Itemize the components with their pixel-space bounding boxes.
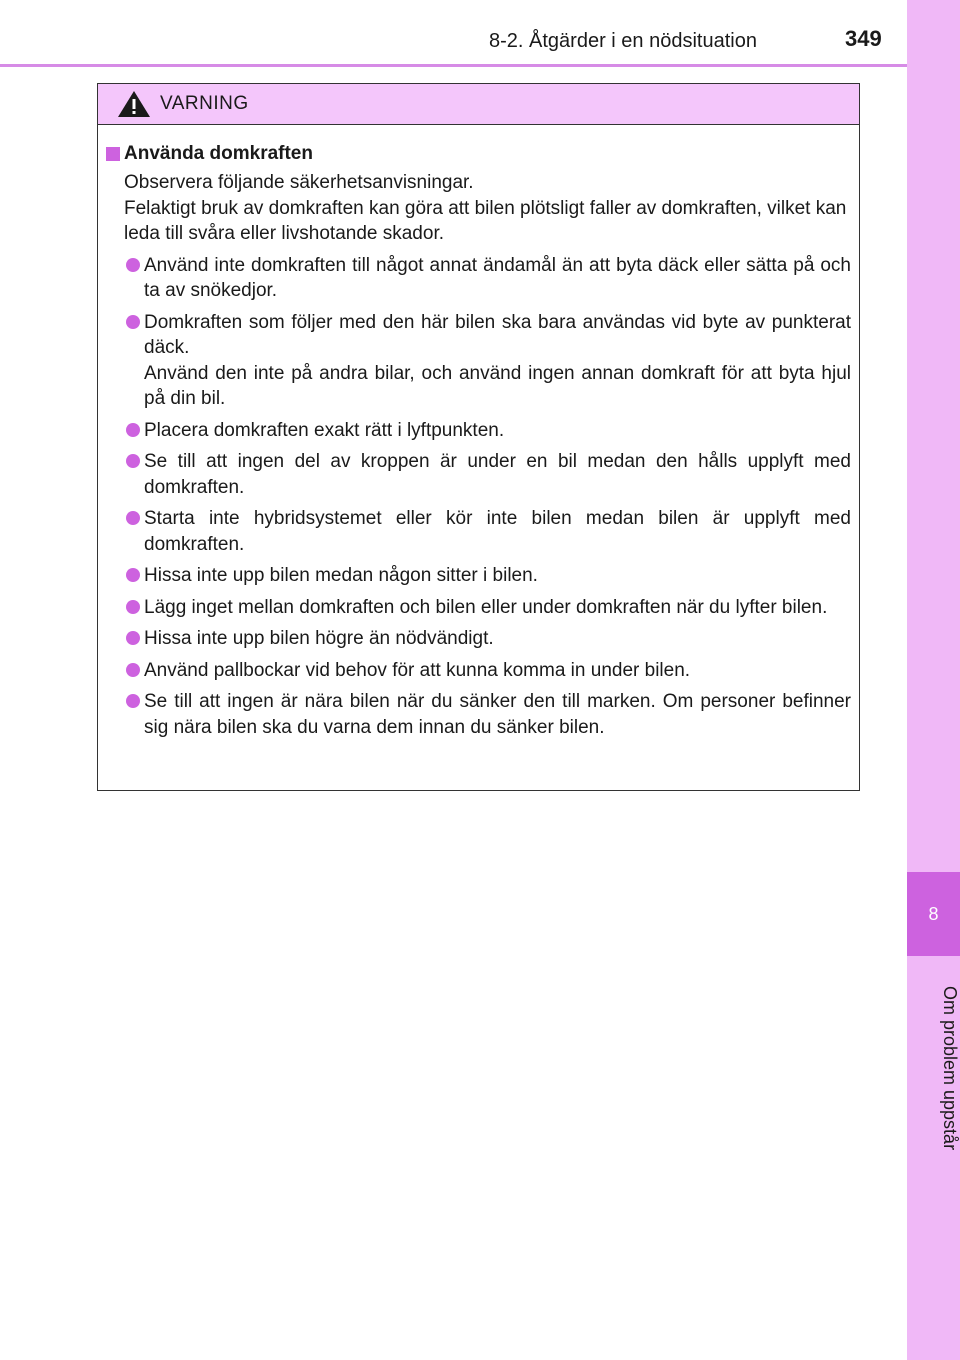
list-item — [106, 449, 851, 500]
warning-triangle-icon — [116, 89, 152, 119]
warning-box — [97, 83, 860, 791]
circle-bullet-icon — [126, 258, 140, 272]
chapter-number: 8 — [928, 903, 939, 924]
list-item — [106, 563, 851, 589]
intro-text — [106, 170, 851, 247]
list-item — [106, 418, 851, 444]
intro-line: Felaktigt bruk av domkraften kan göra att bilen plötsligt faller av domkraften, vilket kan leda till svåra eller livshotande skador. — [124, 197, 847, 244]
section-title: 8-2. Åtgärder i en nödsituation — [489, 30, 757, 52]
list-item-text: Se till att ingen är nära bilen när du sänker den till marken. Om personer befinner sig nära bilen ska du varna dem innan du sänker bilen. — [144, 691, 851, 738]
list-item — [106, 310, 851, 412]
list-item-text: Hissa inte upp bilen medan någon sitter i bilen. — [144, 565, 538, 586]
list-item — [106, 658, 851, 684]
circle-bullet-icon — [126, 568, 140, 582]
list-item — [106, 689, 851, 740]
circle-bullet-icon — [126, 600, 140, 614]
list-item — [106, 253, 851, 304]
list-item-text: Hissa inte upp bilen högre än nödvändigt. — [144, 628, 494, 649]
circle-bullet-icon — [126, 315, 140, 329]
subsection-heading-text: Använda domkraften — [124, 143, 313, 164]
list-item — [106, 506, 851, 557]
intro-line: Observera följande säkerhetsanvisningar. — [124, 172, 474, 193]
circle-bullet-icon — [126, 663, 140, 677]
circle-bullet-icon — [126, 423, 140, 437]
header-divider — [0, 64, 907, 67]
list-item-text: Se till att ingen del av kroppen är under en bil medan den hålls upplyft med domkraften. — [144, 451, 851, 498]
page-number: 349 — [845, 26, 882, 51]
warning-header — [98, 84, 859, 125]
circle-bullet-icon — [126, 511, 140, 525]
list-item-text: Starta inte hybridsystemet eller kör inte bilen medan bilen är upplyft med domkraften. — [144, 508, 851, 555]
list-item-text: Använd pallbockar vid behov för att kunna komma in under bilen. — [144, 659, 691, 681]
square-bullet-icon — [106, 147, 120, 161]
warning-title: VARNING — [160, 93, 249, 114]
circle-bullet-icon — [126, 454, 140, 468]
list-item-text: Lägg inget mellan domkraften och bilen eller under domkraften när du lyfter bilen. — [144, 596, 828, 618]
list-item-text: Domkraften som följer med den här bilen ska bara användas vid byte av punkterat däck. — [144, 311, 851, 358]
circle-bullet-icon — [126, 631, 140, 645]
bullet-list — [106, 253, 851, 741]
list-item — [106, 595, 851, 621]
warning-body — [98, 125, 859, 740]
list-item-continuation: Använd den inte på andra bilar, och använd ingen annan domkraft för att byta hjul på din bil. — [144, 362, 851, 409]
list-item — [106, 626, 851, 652]
chapter-title: Om problem uppstår — [940, 985, 960, 1151]
subsection-heading — [106, 141, 851, 167]
list-item-text: Använd inte domkraften till något annat ändamål än att byta däck eller sätta på och ta av snökedjor. — [144, 254, 851, 301]
list-item-text: Placera domkraften exakt rätt i lyftpunkten. — [144, 419, 505, 441]
chapter-number-box — [907, 872, 960, 956]
circle-bullet-icon — [126, 694, 140, 708]
